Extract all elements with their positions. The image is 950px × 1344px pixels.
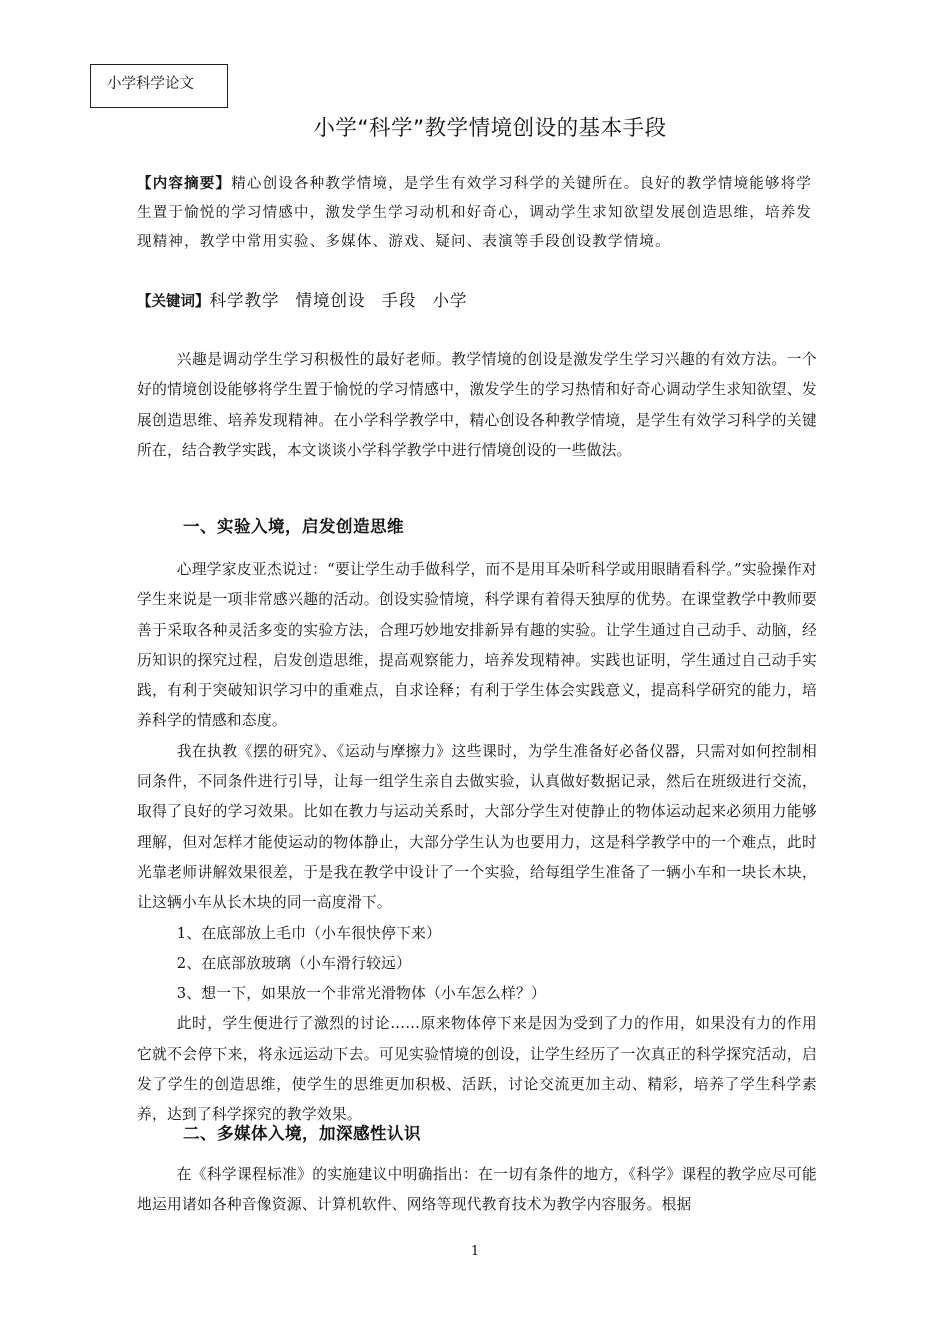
section1-paragraph: 我在执教《摆的研究》、《运动与摩擦力》这些课时，为学生准备好必备仪器，只需对如何控制相同条件，不同条件进行引导，让每一组学生亲自去做实验，认真做好数据记录，然后在班级进行交流，取得了良好的学习效果。比如在教力与运动关系时，大部分学生对使静止的物体运动起来必须用力能够理解，但对怎样才能使运动的物体静止，大部分学生认为也要用力，这是科学教学中的一个难点，此时光靠老师讲解效果很差，于是我在教学中设计了一个实验，给每组学生准备了一辆小车和一块长木块，让这辆小车从长木块的同一高度滑下。 xyxy=(137,742,817,912)
experiment-step: 2、在底部放玻璃（小车滑行较远） xyxy=(176,954,412,972)
keyword-item: 情境创设 xyxy=(295,291,366,310)
experiment-step: 3、想一下，如果放一个非常光滑物体（小车怎么样？） xyxy=(176,985,547,1003)
document-category-box xyxy=(90,64,228,108)
section1-conclusion: 此时，学生便进行了激烈的讨论……原来物体停下来是因为受到了力的作用，如果没有力的作用它就不会停下来，将永远运动下去。可见实验情境的创设，让学生经历了一次真正的科学探究活动，启发了学生的创造思维，使学生的思维更加积极、活跃，讨论交流更加主动、精彩，培养了学生科学素养，达到了科学探究的教学效果。 xyxy=(137,1015,817,1124)
keyword-item: 手段 xyxy=(381,291,417,310)
abstract-section xyxy=(137,170,813,257)
introduction xyxy=(137,345,817,466)
section1-body xyxy=(137,555,817,1131)
abstract-text: 精心创设各种教学情境，是学生有效学习科学的关键所在。良好的教学情境能够将学生置于愉悦的学习情感中，激发学生学习动机和好奇心，调动学生求知欲望发展创造思维，培养发现精神，教学中常用实验、多媒体、游戏、疑问、表演等手段创设教学情境。 xyxy=(137,176,813,250)
section2-paragraph: 在《科学课程标准》的实施建议中明确指出：在一切有条件的地方，《科学》课程的教学应尽可能地运用诸如各种音像资源、计算机软件、网络等现代教育技术为教学内容服务。根据 xyxy=(137,1166,817,1214)
keyword-item: 小学 xyxy=(432,291,468,310)
document-title: 小学“科学”教学情境创设的基本手段 xyxy=(313,116,667,141)
keyword-item: 科学教学 xyxy=(209,291,280,310)
experiment-step: 1、在底部放上毛巾（小车很快停下来） xyxy=(176,924,442,942)
keywords-section xyxy=(137,286,484,317)
document-category-label: 小学科学论文 xyxy=(107,76,194,92)
section2-body xyxy=(137,1160,817,1221)
abstract-label: 【内容摘要】 xyxy=(137,176,232,192)
keywords-label: 【关键词】 xyxy=(137,294,210,310)
page-number: 1 xyxy=(470,1244,480,1259)
section2-heading: 二、多媒体入境，加深感性认识 xyxy=(183,1124,421,1143)
intro-paragraph: 兴趣是调动学生学习积极性的最好老师。教学情境的创设是激发学生学习兴趣的有效方法。一个好的情境创设能够将学生置于愉悦的学习情感中，激发学生的学习热情和好奇心调动学生求知欲望、发展创造思维、培养发现精神。在小学科学教学中，精心创设各种教学情境，是学生有效学习科学的关键所在，结合教学实践，本文谈谈小学科学教学中进行情境创设的一些做法。 xyxy=(137,351,817,459)
section1-paragraph: 心理学家皮亚杰说过：“要让学生动手做科学，而不是用耳朵听科学或用眼睛看科学。”实验操作对学生来说是一项非常感兴趣的活动。创设实验情境，科学课有着得天独厚的优势。在课堂教学中教师要善于采取各种灵活多变的实验方法，合理巧妙地安排新异有趣的实验。让学生通过自己动手、动脑，经历知识的探究过程，启发创造思维，提高观察能力，培养发现精神。实践也证明，学生通过自己动手实践，有利于突破知识学习中的重难点，自求诠释；有利于学生体会实践意义，提高科学研究的能力，培养科学的情感和态度。 xyxy=(137,561,817,730)
section1-heading: 一、实验入境，启发创造思维 xyxy=(183,517,404,536)
